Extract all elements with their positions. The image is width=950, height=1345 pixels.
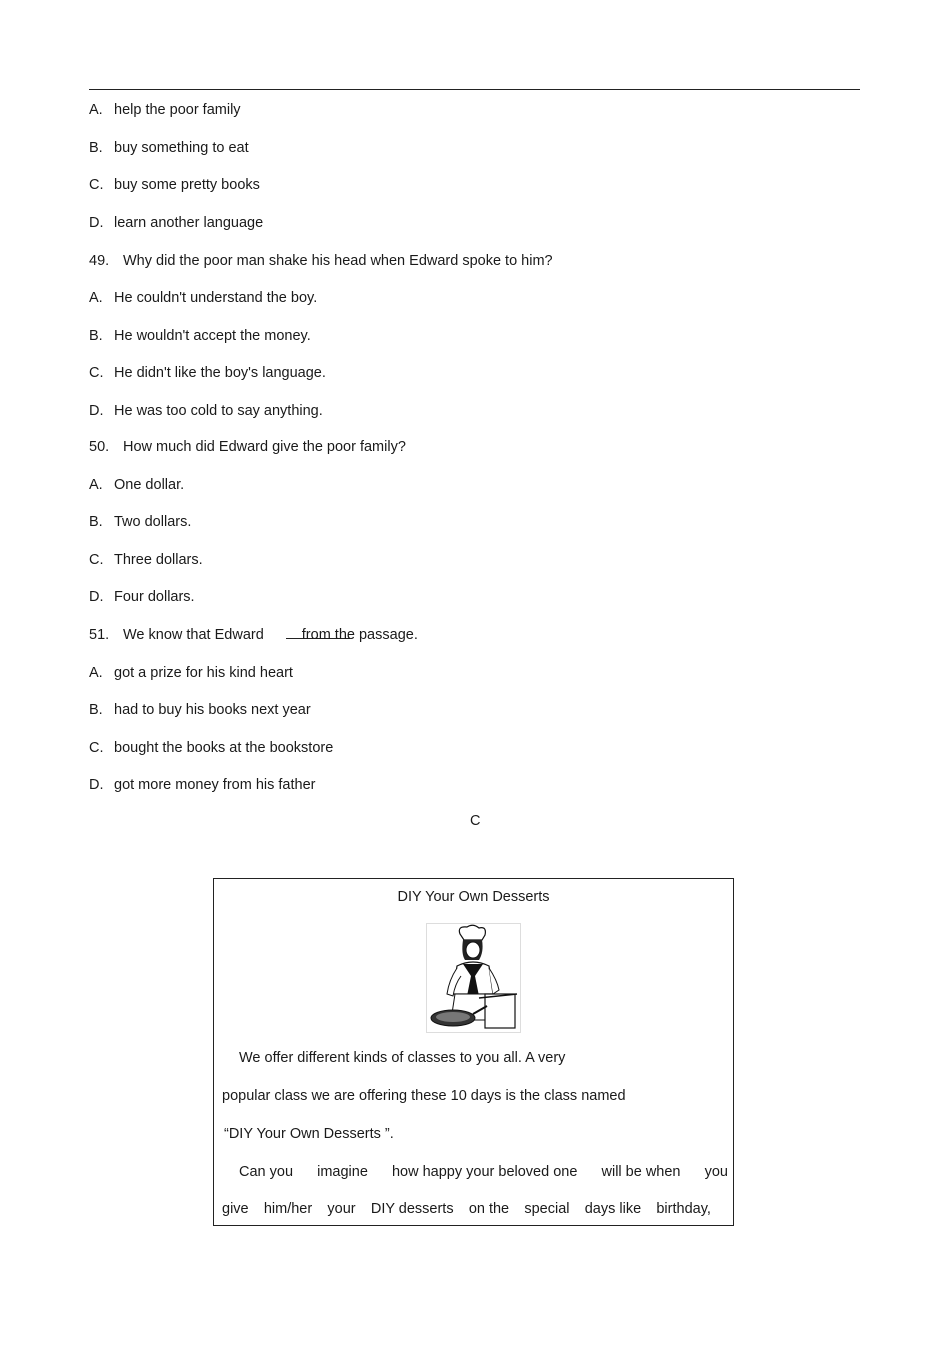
chef-cooking-icon	[426, 923, 521, 1033]
q50-option-c[interactable]: C. Three dollars.	[89, 552, 203, 568]
ad-para1-line1: We offer different kinds of classes to you all. A very	[239, 1050, 566, 1066]
q50-option-d[interactable]: D. Four dollars.	[89, 589, 195, 605]
q51-option-c[interactable]: C. bought the books at the bookstore	[89, 740, 334, 756]
q49-option-c[interactable]: C. He didn't like the boy's language.	[89, 365, 326, 381]
ad-para1-line3: “DIY Your Own Desserts ”.	[224, 1126, 394, 1142]
ad-box	[213, 878, 734, 1226]
q48-option-d[interactable]: D. learn another language	[89, 215, 264, 231]
q50-question: 50. How much did Edward give the poor family?	[89, 439, 406, 455]
q51-option-a[interactable]: A. got a prize for his kind heart	[89, 665, 293, 681]
q48-option-a[interactable]: A. help the poor family	[89, 102, 241, 118]
q51-option-b[interactable]: B. had to buy his books next year	[89, 702, 311, 718]
q50-option-a[interactable]: A. One dollar.	[89, 477, 185, 493]
q49-option-d[interactable]: D. He was too cold to say anything.	[89, 403, 323, 419]
q51-option-d[interactable]: D. got more money from his father	[89, 777, 316, 793]
q49-question: 49. Why did the poor man shake his head when Edward spoke to him?	[89, 253, 553, 269]
q48-option-c[interactable]: C. buy some pretty books	[89, 177, 260, 193]
ad-para2-line1: Can you imagine how happy your beloved one will be when you	[239, 1164, 728, 1180]
q51-question: 51. We know that Edward from the passage.	[89, 627, 418, 643]
section-label: C	[470, 813, 481, 829]
ad-para1-line2: popular class we are offering these 10 days is the class named	[222, 1088, 626, 1104]
ad-title: DIY Your Own Desserts	[397, 889, 550, 905]
q49-option-a[interactable]: A. He couldn't understand the boy.	[89, 290, 318, 306]
q50-option-b[interactable]: B. Two dollars.	[89, 514, 192, 530]
q49-option-b[interactable]: B. He wouldn't accept the money.	[89, 328, 311, 344]
q48-option-b[interactable]: B. buy something to eat	[89, 140, 249, 156]
header-rule	[89, 89, 860, 90]
ad-para2-line2: give him/her your DIY desserts on the special days like birthday,	[222, 1201, 711, 1217]
